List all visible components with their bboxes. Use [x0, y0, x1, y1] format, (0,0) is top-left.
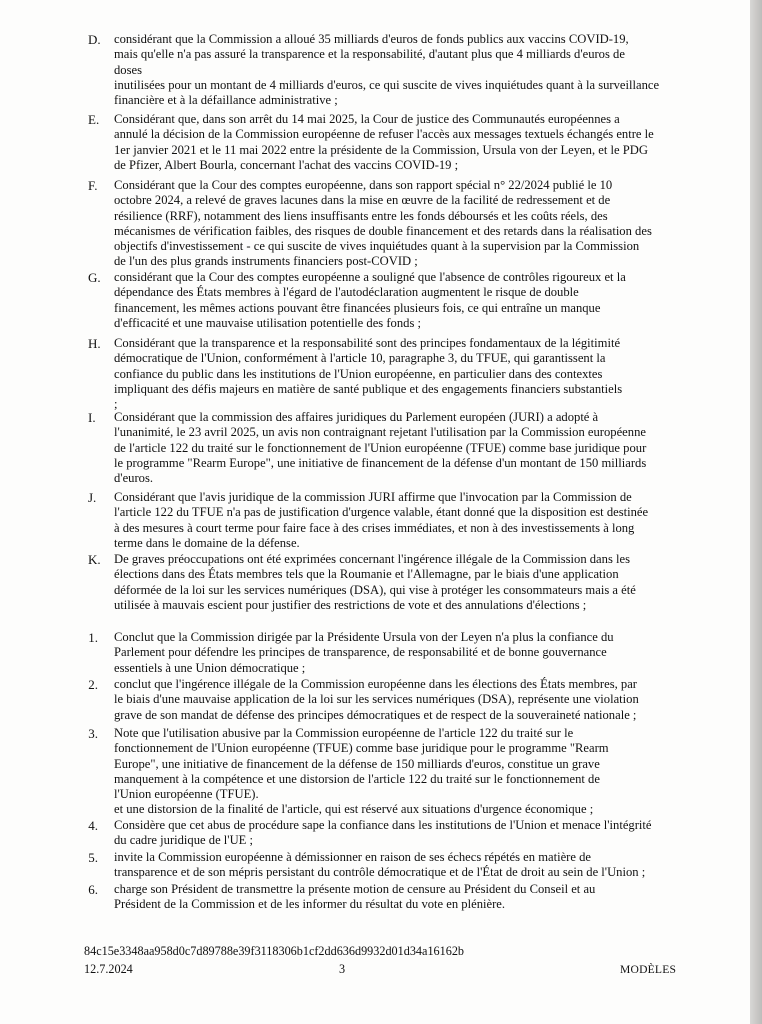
text-line: utilisée à mauvais escient pour justifier des restrictions de vote et des annulations d'élections ;	[114, 597, 587, 612]
text-line: octobre 2024, a relevé de graves lacunes dans la mise en œuvre de la facilité de redressement et de	[114, 193, 611, 208]
paragraph-text	[114, 552, 686, 613]
text-line: l'Union européenne (TFUE).	[114, 787, 259, 802]
text-line: à des mesures à court terme pour faire face à des crises immédiates, et non à des investissements à long	[114, 520, 635, 535]
considerant-label: E.	[88, 112, 100, 127]
paragraph-text	[114, 726, 686, 818]
text-line: invite la Commission européenne à démissionner en raison de ses échecs répétés en matière de	[114, 850, 592, 864]
point-number: 3.	[88, 726, 98, 741]
text-line: 1er janvier 2021 et le 11 mai 2022 entre la présidente de la Commission, Ursula von der Leyen, et le PDG	[114, 142, 648, 157]
text-line: Conclut que la Commission dirigée par la Présidente Ursula von der Leyen n'a plus la confiance du	[114, 630, 614, 644]
text-line: Considérant que la transparence et la responsabilité sont des principes fondamentaux de la légitimité	[114, 336, 621, 350]
page-edge-shadow	[750, 0, 762, 1024]
text-line: Considérant que l'avis juridique de la commission JURI affirme que l'invocation par la Commission de	[114, 490, 632, 504]
text-line: dépendance des États membres à l'égard de l'autodéclaration augmentent le risque de double	[114, 285, 579, 300]
considerant-label: K.	[88, 552, 101, 567]
point-number: 1.	[88, 630, 98, 645]
text-line: d'efficacité et une mauvaise utilisation potentielle des fonds ;	[114, 315, 421, 330]
paragraph-text	[114, 490, 686, 551]
text-line: du cadre juridique de l'UE ;	[114, 833, 254, 848]
text-line: Considérant que, dans son arrêt du 14 mai 2025, la Cour de justice des Communautés européennes a	[114, 112, 620, 126]
text-line: confiance du public dans les institutions de l'Union européenne, en particulier dans des contextes	[114, 366, 603, 381]
paragraph-text	[114, 882, 686, 913]
paragraph-text	[114, 410, 686, 486]
text-line: Parlement pour défendre les principes de transparence, de responsabilité et de bonne gouvernance	[114, 645, 607, 660]
text-line: l'unanimité, le 23 avril 2025, un avis non contraignant rejetant l'utilisation par la Commission européenne	[114, 425, 646, 440]
text-line: De graves préoccupations ont été exprimées concernant l'ingérence illégale de la Commission dans les	[114, 552, 630, 566]
text-line: considérant que la Commission a alloué 35 milliards d'euros de fonds publics aux vaccins COVID-19,	[114, 32, 629, 46]
text-line: financement, les mêmes actions pouvant être financées plusieurs fois, ce qui entraîne un manque	[114, 300, 601, 315]
considerant-label: H.	[88, 336, 101, 351]
text-line: manquement à la compétence et une distorsion de l'article 122 du traité sur le fonctionnement de	[114, 771, 600, 786]
text-line: essentiels à une Union démocratique ;	[114, 660, 306, 675]
text-line: ;	[114, 397, 118, 412]
text-line: annulé la décision de la Commission européenne de refuser l'accès aux messages textuels échangés entre le	[114, 127, 654, 142]
considerant-label: G.	[88, 270, 101, 285]
text-line: charge son Président de transmettre la présente motion de censure au Président du Conseil et au	[114, 882, 596, 896]
text-line: Europe", une initiative de financement de la défense de 150 milliards d'euros, constitue un grave	[114, 756, 600, 771]
text-line: résilience (RRF), notamment des liens insuffisants entre les fonds déboursés et les coûts réels, des	[114, 208, 608, 223]
text-line: objectifs d'investissement - ce qui suscite de vives inquiétudes quant à la supervision par la Commission	[114, 239, 640, 254]
document-date: 12.7.2024	[84, 962, 133, 976]
text-line: déformée de la loi sur les services numériques (DSA), qui vise à protéger les consommateurs mais a été	[114, 582, 636, 597]
text-line: inutilisées pour un montant de 4 milliards d'euros, ce qui suscite de vives inquiétudes quant à la surveillance	[114, 77, 660, 92]
text-line: fonctionnement de l'Union européenne (TFUE) comme base juridique pour le programme "Rearm	[114, 741, 609, 756]
text-line: le programme "Rearm Europe", une initiative de financement de la défense d'un montant de 150 milliards	[114, 455, 647, 470]
footer-label: MODÈLES	[620, 963, 677, 976]
text-line: Président de la Commission et de les informer du résultat du vote en plénière.	[114, 897, 506, 912]
text-line: de l'article 122 du traité sur le fonctionnement de l'Union européenne (TFUE) comme base juridique pour	[114, 440, 647, 455]
point-number: 2.	[88, 677, 98, 692]
text-line: impliquant des défis majeurs en matière de santé publique et des engagements financiers substantiels	[114, 381, 623, 396]
text-line: considérant que la Cour des comptes européenne a souligné que l'absence de contrôles rigoureux et la	[114, 270, 626, 284]
paragraph-text	[114, 270, 686, 331]
text-line: d'euros.	[114, 471, 153, 486]
paragraph-text	[114, 850, 686, 881]
point-number: 5.	[88, 850, 98, 865]
considerant-label: J.	[88, 490, 97, 505]
text-line: le biais d'une mauvaise application de la loi sur les services numériques (DSA), représente une violation	[114, 692, 639, 707]
point-number: 6.	[88, 882, 98, 897]
text-line: mais qu'elle n'a pas assuré la transparence et la responsabilité, d'autant plus que 4 milliards d'euros de	[114, 47, 625, 62]
paragraph-text	[114, 336, 686, 412]
paragraph-text	[114, 630, 686, 676]
paragraph-text	[114, 178, 686, 270]
paragraph-text	[114, 32, 686, 108]
considerant-label: I.	[88, 410, 96, 425]
text-line: élections dans des États membres tels que la Roumanie et l'Allemagne, par le biais d'une application	[114, 567, 619, 582]
paragraph-text	[114, 677, 686, 723]
text-line: de Pfizer, Albert Bourla, concernant l'achat des vaccins COVID-19 ;	[114, 157, 459, 172]
text-line: financière et à la défaillance administrative ;	[114, 93, 338, 108]
point-number: 4.	[88, 818, 98, 833]
text-line: terme dans le domaine de la défense.	[114, 535, 300, 550]
text-line: Considère que cet abus de procédure sape la confiance dans les institutions de l'Union et menace l'intégrité	[114, 818, 652, 832]
considerant-label: D.	[88, 32, 101, 47]
text-line: Considérant que la Cour des comptes européenne, dans son rapport spécial n° 22/2024 publié le 10	[114, 178, 613, 192]
text-line: Considérant que la commission des affaires juridiques du Parlement européen (JURI) a adopté à	[114, 410, 599, 424]
document-hash: 84c15e3348aa958d0c7d89788e39f3118306b1cf2dd636d9932d01d34a16162b	[84, 944, 465, 958]
considerant-label: F.	[88, 178, 98, 193]
page-number: 3	[339, 962, 346, 976]
paragraph-text	[114, 112, 686, 173]
text-line: démocratique de l'Union, conformément à l'article 10, paragraphe 3, du TFUE, qui garantissent la	[114, 351, 606, 366]
text-line: Note que l'utilisation abusive par la Commission européenne de l'article 122 du traité sur le	[114, 726, 574, 740]
text-line: grave de son mandat de défense des principes démocratiques et de respect de la souveraineté nationale ;	[114, 707, 637, 722]
text-line: mécanismes de vérification faibles, des risques de double financement et des retards dans la réalisation des	[114, 223, 652, 238]
text-line: et une distorsion de la finalité de l'article, qui est réservé aux situations d'urgence économique ;	[114, 802, 594, 817]
text-line: transparence et de son mépris persistant du contrôle démocratique et de l'État de droit au sein de l'Union ;	[114, 865, 646, 880]
text-line: doses	[114, 62, 142, 77]
text-line: de l'un des plus grands instruments financiers post-COVID ;	[114, 254, 418, 269]
paragraph-text	[114, 818, 686, 849]
text-line: conclut que l'ingérence illégale de la Commission européenne dans les élections des États membres, par	[114, 677, 637, 691]
text-line: l'article 122 du TFUE n'a pas de justification d'urgence valable, étant donné que la disposition est destinée	[114, 505, 649, 520]
